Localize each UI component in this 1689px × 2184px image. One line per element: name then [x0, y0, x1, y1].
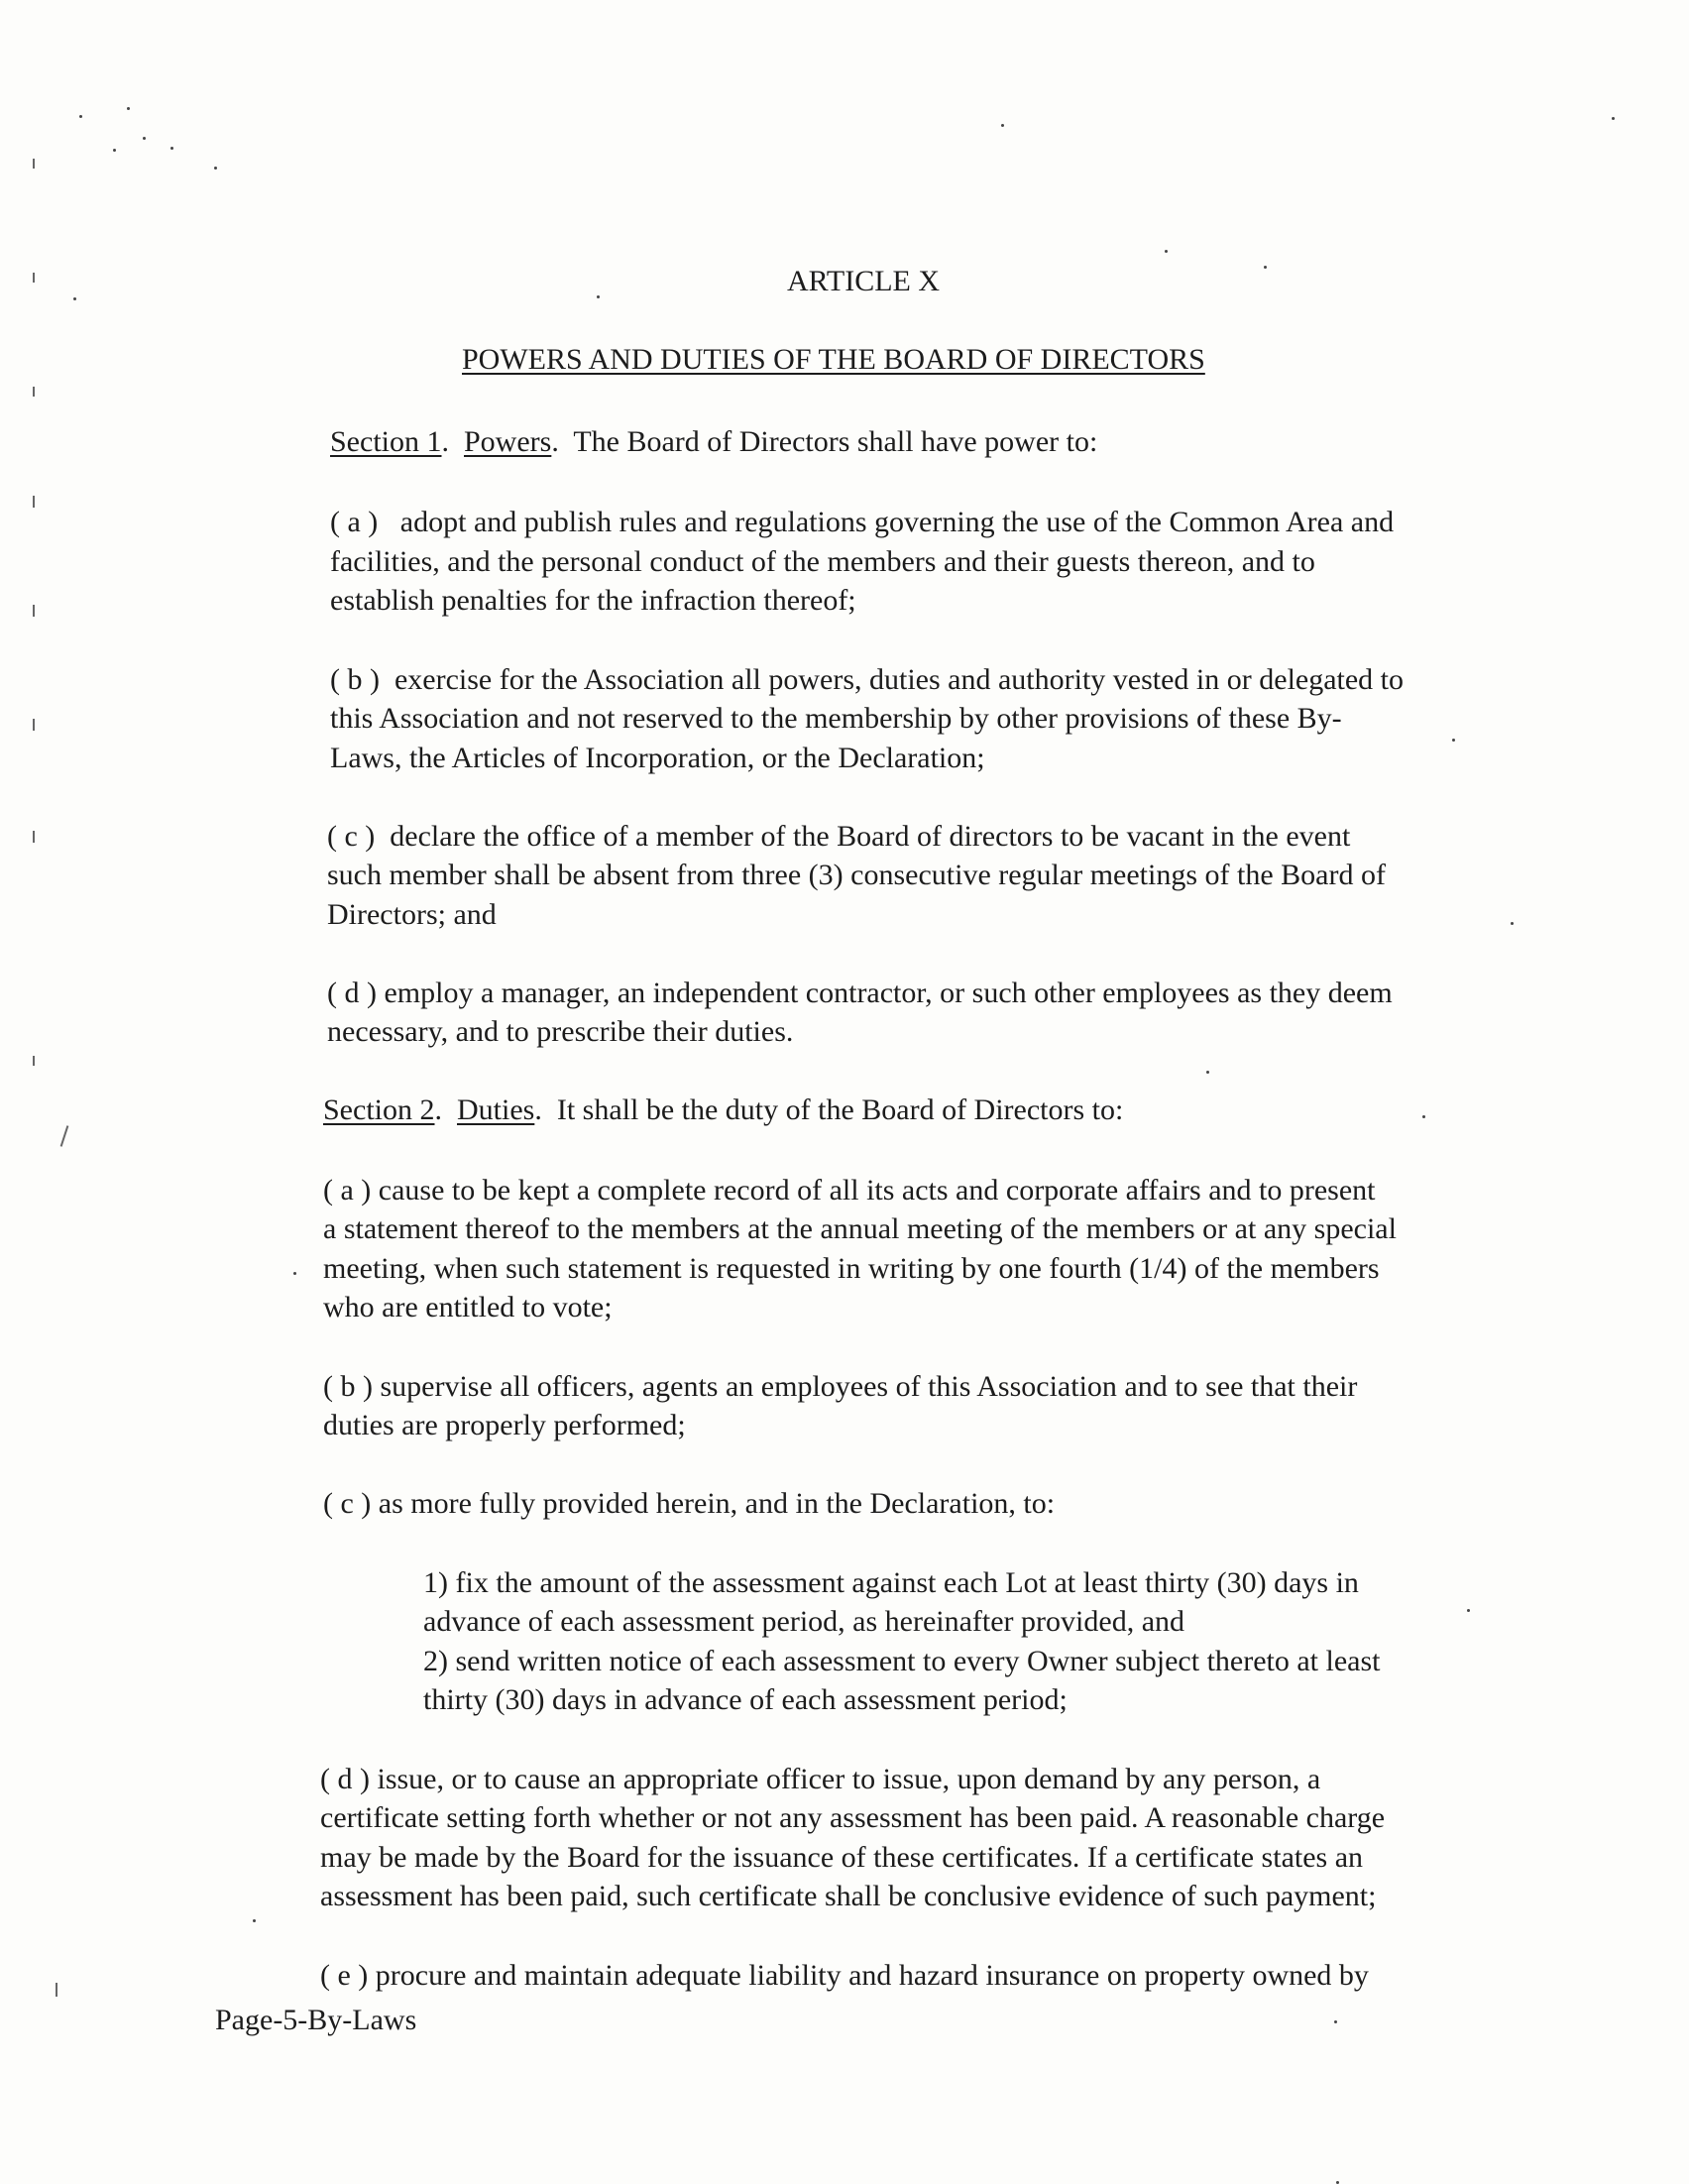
scan-speck	[1165, 250, 1168, 253]
section-1-intro: Section 1. Powers. The Board of Directors shall have power to:	[330, 425, 1098, 458]
section-2-name: Duties	[457, 1093, 535, 1126]
page-footer-label: Page-5-By-Laws	[215, 2004, 417, 2036]
s2-item-a-line-3: meeting, when such statement is requested in writing by one fourth (1/4) of the members	[323, 1252, 1380, 1285]
scan-speck	[1422, 1115, 1425, 1118]
scan-speck	[597, 295, 600, 298]
scan-speck	[1511, 922, 1514, 925]
section-1-label: Section 1	[330, 425, 442, 458]
scan-binder-mark	[33, 273, 35, 283]
s1-item-a-line-1: ( a ) adopt and publish rules and regulations governing the use of the Common Area and	[330, 506, 1395, 538]
s2-item-a-line-4: who are entitled to vote;	[323, 1291, 613, 1323]
s1-item-c-line-2: such member shall be absent from three (3) consecutive regular meetings of the Board of	[327, 859, 1386, 891]
s2-item-a-line-1: ( a ) cause to be kept a complete record of all its acts and corporate affairs and to present	[323, 1174, 1376, 1207]
s1-item-c-marker: ( c )	[327, 820, 376, 853]
s1-item-b-marker: ( b )	[330, 663, 380, 696]
s2-item-d-line-1: ( d ) issue, or to cause an appropriate officer to issue, upon demand by any person, a	[320, 1763, 1321, 1795]
scan-speck	[1206, 1071, 1209, 1074]
scan-speck	[253, 1919, 256, 1922]
section-1-intro-text: The Board of Directors shall have power to:	[573, 425, 1098, 458]
s2-item-b-line-2: duties are properly performed;	[323, 1409, 686, 1441]
s2-item-a-marker: ( a )	[323, 1174, 372, 1207]
scan-binder-mark	[33, 387, 35, 397]
s1-item-a-line-2: facilities, and the personal conduct of the members and their guests thereon, and to	[330, 545, 1315, 578]
s2-subitem-2-line-2: thirty (30) days in advance of each assessment period;	[423, 1683, 1068, 1716]
s2-subitem-1-line-1: 1) fix the amount of the assessment against each Lot at least thirty (30) days in	[423, 1566, 1359, 1599]
scan-speck	[1264, 266, 1267, 269]
s2-item-e-marker: ( e )	[320, 1959, 369, 1992]
s1-item-d-marker: ( d )	[327, 977, 377, 1009]
s2-item-c-marker: ( c )	[323, 1487, 372, 1520]
s1-item-b-line-3: Laws, the Articles of Incorporation, or the Declaration;	[330, 742, 985, 774]
s2-item-c-line-1: ( c ) as more fully provided herein, and in the Declaration, to:	[323, 1487, 1056, 1520]
scan-binder-mark	[33, 605, 35, 617]
s1-item-d-line-2: necessary, and to prescribe their duties.	[327, 1015, 794, 1048]
section-2-label: Section 2	[323, 1093, 435, 1126]
s1-item-b-line-2: this Association and not reserved to the membership by other provisions of these By-	[330, 702, 1342, 735]
article-title: POWERS AND DUTIES OF THE BOARD OF DIRECTORS	[462, 343, 1205, 376]
scan-binder-mark	[56, 1983, 57, 1997]
scan-binder-mark	[33, 496, 35, 508]
scan-speck	[1467, 1609, 1470, 1612]
section-2-intro: Section 2. Duties. It shall be the duty of the Board of Directors to:	[323, 1093, 1124, 1126]
s2-item-a-line-2: a statement thereof to the members at the annual meeting of the members or at any special	[323, 1212, 1397, 1245]
scan-binder-mark	[33, 831, 35, 843]
scan-speck	[79, 115, 82, 118]
s1-item-d-line-1: ( d ) employ a manager, an independent contractor, or such other employees as they deem	[327, 977, 1393, 1009]
scan-speck	[170, 147, 173, 150]
s2-item-e-line-1: ( e ) procure and maintain adequate liability and hazard insurance on property owned by	[320, 1959, 1369, 1992]
s2-item-d-marker: ( d )	[320, 1763, 370, 1795]
s2-item-d-line-3: may be made by the Board for the issuance of these certificates. If a certificate states an	[320, 1841, 1364, 1874]
scan-speck	[293, 1272, 296, 1275]
s2-subitem-1-line-2: advance of each assessment period, as hereinafter provided, and	[423, 1605, 1185, 1638]
s1-item-c-line-3: Directors; and	[327, 898, 497, 931]
scan-binder-mark	[33, 159, 35, 169]
scan-speck	[1612, 117, 1615, 120]
s2-item-b-marker: ( b )	[323, 1370, 373, 1403]
scan-speck	[127, 107, 130, 110]
s2-item-d-line-2: certificate setting forth whether or not any assessment has been paid. A reasonable charge	[320, 1801, 1386, 1834]
s1-item-a-marker: ( a )	[330, 506, 379, 538]
scan-speck	[73, 297, 76, 300]
s1-item-b-line-1: ( b ) exercise for the Association all powers, duties and authority vested in or delegated to	[330, 663, 1405, 696]
scan-binder-mark	[60, 1125, 69, 1147]
section-2-intro-text: It shall be the duty of the Board of Directors to:	[556, 1093, 1124, 1126]
s1-item-c-line-1: ( c ) declare the office of a member of the Board of directors to be vacant in the event	[327, 820, 1351, 853]
s2-item-b-line-1: ( b ) supervise all officers, agents an employees of this Association and to see that their	[323, 1370, 1358, 1403]
s2-subitem-2-line-1: 2) send written notice of each assessment to every Owner subject thereto at least	[423, 1645, 1381, 1677]
scan-speck	[1452, 739, 1455, 742]
scan-speck	[113, 149, 116, 152]
article-heading: ARTICLE X	[787, 265, 941, 297]
scan-binder-mark	[33, 719, 35, 731]
s1-item-a-line-3: establish penalties for the infraction thereof;	[330, 584, 856, 617]
s2-item-d-line-4: assessment has been paid, such certificate shall be conclusive evidence of such payment;	[320, 1880, 1377, 1912]
scan-speck	[1334, 2020, 1337, 2023]
scan-speck	[1001, 124, 1004, 127]
scan-speck	[143, 137, 146, 140]
scan-binder-mark	[33, 1056, 35, 1066]
section-1-name: Powers	[464, 425, 552, 458]
scan-speck	[214, 167, 217, 170]
